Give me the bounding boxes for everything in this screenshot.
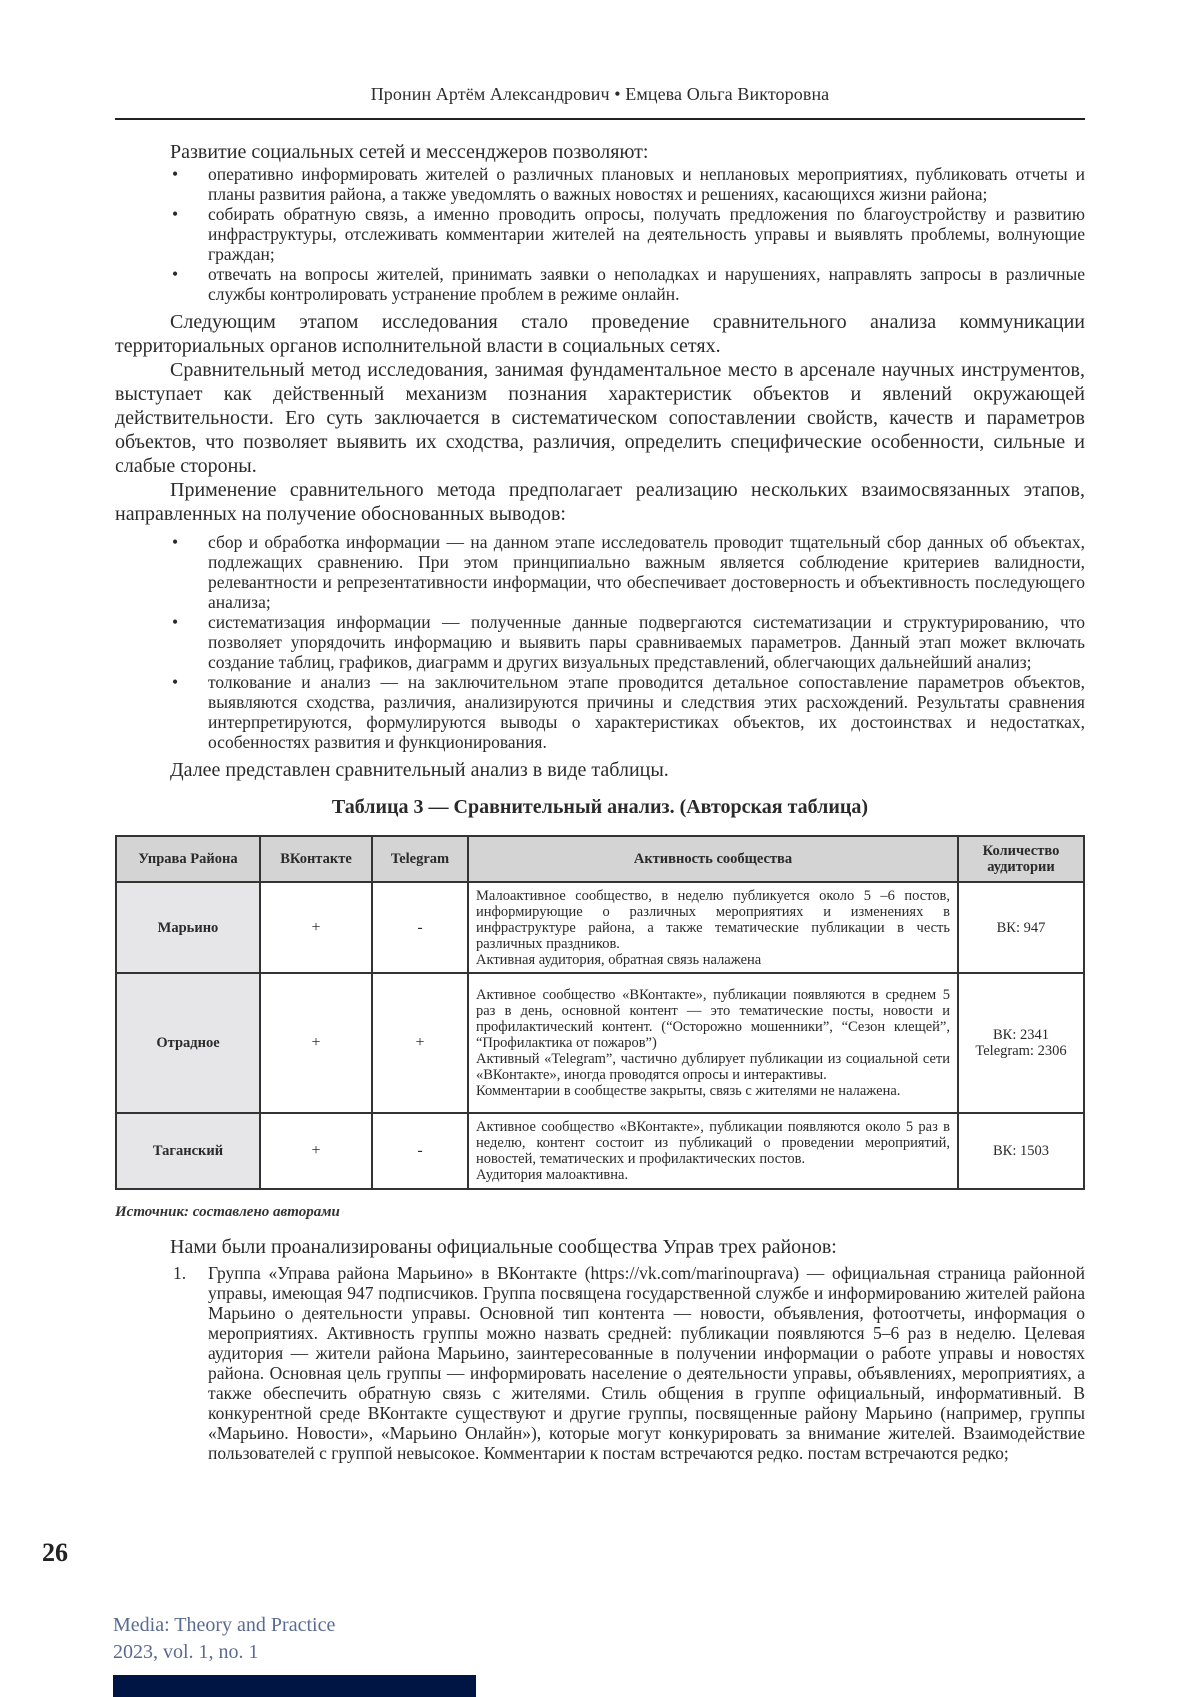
table-row [116,1113,1084,1189]
method-bullet: • систематизация информации — полученные данные подвергаются систематизации и структурированию, что позволяет упорядочить информацию и выявить пары сравниваемых параметров. Данный этап может включать создание таблиц, графиков, диаграмм и других визуальных представлений, облегчающих дальнейший анализ; [172,612,1085,672]
header-audience: Количество аудитории [958,836,1084,882]
page-content [115,140,1085,1463]
journal-issue: 2023, vol. 1, no. 1 [113,1641,259,1663]
audience-cell: ВК: 1503 [958,1113,1084,1189]
activity-cell: Малоактивное сообщество, в неделю публикуется около 5 –6 постов, информирующие о различных мероприятиях и изменениях в инфраструктуре района, а также тематические публикации в честь различных праздников. Активная аудитория, обратная связь налажена [468,882,958,973]
intro-bullet: • отвечать на вопросы жителей, принимать заявки о неполадках и нарушениях, направлять запросы в различные службы контролировать устранение проблем в режиме онлайн. [172,264,1085,304]
item-number: 1. [173,1263,187,1283]
running-head: Пронин Артём Александрович • Емцева Ольга Викторовна [370,84,830,104]
item-text: Группа «Управа района Марьино» в ВКонтакте (https://vk.com/marinouprava) — официальная страница районной управы, имеющая 947 подписчиков. Группа посвящена государственной службе и информированию жителей района Марьино о деятельности управы. Основной тип контента — новости, объявления, фотоотчеты, информация о мероприятиях. Активность группы можно назвать средней: публикации появляются 5–6 раз в неделю. Целевая аудитория — жители района Марьино, заинтересованные в получении информации о работе управы и новостях района. Основная цель группы — информировать население о деятельности управы, объявлениях, мероприятиях, а также обеспечить обратную связь с жителями. Стиль общения в группе официальный, информативный. В конкурентной среде ВКонтакте существуют и другие группы, посвященные району Марьино (например, группы «Марьино. Новости», «Марьино Онлайн»), которые могут конкурировать за внимание жителей. Взаимодействие пользователей с группой невысокое. Комментарии к постам встречаются редко. постам встречаются редко; [208,1263,1085,1463]
method-bullet: • сбор и обработка информации — на данном этапе исследователь проводит тщательный сбор данных об объектах, подлежащих сравнению. При этом принципиально важным является соблюдение критериев валидности, релевантности и репрезентативности информации, что обеспечивает достоверность и объективность последующего анализа; [172,532,1085,612]
intro-bullet-list [115,164,1085,304]
analysis-item [115,1263,1085,1463]
journal-name: Media: Theory and Practice [113,1614,336,1636]
bullet-icon: • [172,264,179,284]
audience-cell: ВК: 2341 Telegram: 2306 [958,973,1084,1113]
paragraph: Следующим этапом исследования стало проведение сравнительного анализа коммуникации территориальных органов исполнительной власти в социальных сетях. [115,311,1085,357]
paragraph: Сравнительный метод исследования, занимая фундаментальное место в арсенале научных инструментов, выступает как действенный механизм познания характеристик объектов и явлений окружающей действительности. Его суть заключается в систематическом сопоставлении свойств, качеств и параметров объектов, что позволяет выявить их сходства, различия, определить специфические особенности, сильные и слабые стороны. [115,359,1085,477]
activity-cell: Активное сообщество «ВКонтакте», публикации появляются около 5 раз в неделю, контент состоит из публикаций о проведении мероприятий, новостей, тематических и профилактических постов. Аудитория малоактивна. [468,1113,958,1189]
vk-mark: + [260,882,372,973]
vk-mark: + [260,973,372,1113]
journal-info [113,1612,335,1666]
activity-cell: Активное сообщество «ВКонтакте», публикации появляются в среднем 5 раз в день, основной контент — это тематические посты, новости и профилактический контент. (“Осторожно мошенники”, “Сезон клещей”, “Профилактика от пожаров”) Активный «Telegram”, частично дублирует публикации из социальной сети «ВКонтакте», иногда проводятся опросы и интерактивы. Комментарии в сообществе закрыты, связь с жителями не налажена. [468,973,958,1113]
bullet-icon: • [172,672,179,692]
method-bullet-list [115,532,1085,752]
intro-bullet: • оперативно информировать жителей о различных плановых и неплановых мероприятиях, публиковать отчеты и планы развития района, а также уведомлять о важных новостях и решениях, касающихся жизни района; [172,164,1085,204]
bullet-icon: • [172,532,179,552]
analysis-lead: Нами были проанализированы официальные сообщества Управ трех районов: [170,1236,837,1258]
telegram-mark: - [372,1113,468,1189]
audience-cell: ВК: 947 [958,882,1084,973]
comparison-table [115,835,1085,1190]
header-district: Управа Района [116,836,260,882]
intro-bullet: • собирать обратную связь, а именно проводить опросы, получать предложения по благоустройству и развитию инфраструктуры, отслеживать комментарии жителей на деятельность управы и выявлять проблемы, волнующие граждан; [172,204,1085,264]
vk-mark: + [260,1113,372,1189]
bullet-icon: • [172,612,179,632]
header-rule [115,118,1085,120]
table-intro: Далее представлен сравнительный анализ в виде таблицы. [170,759,669,781]
bullet-icon: • [172,164,179,184]
table-row [116,882,1084,973]
telegram-mark: + [372,973,468,1113]
header-vk: ВКонтакте [260,836,372,882]
district-cell: Отрадное [116,973,260,1113]
analysis-list [115,1263,1085,1463]
district-cell: Таганский [116,1113,260,1189]
table-row [116,973,1084,1113]
paragraph: Применение сравнительного метода предполагает реализацию нескольких взаимосвязанных этапов, направленных на получение обоснованных выводов: [115,479,1085,525]
district-cell: Марьино [116,882,260,973]
method-bullet: • толкование и анализ — на заключительном этапе проводится детальное сопоставление параметров объектов, выявляются сходства, различия, анализируются причины и следствия этих расхождений. Результаты сравнения интерпретируются, формулируются выводы о характеристиках объектов, их достоинствах и недостатках, особенностях развития и функционирования. [172,672,1085,752]
bullet-icon: • [172,204,179,224]
table-title: Таблица 3 — Сравнительный анализ. (Авторская таблица) [331,796,869,818]
page-number: 26 [42,1538,68,1567]
journal-color-bar [113,1675,476,1697]
header-activity: Активность сообщества [468,836,958,882]
telegram-mark: - [372,882,468,973]
intro-lead: Развитие социальных сетей и мессенджеров позволяют: [170,141,649,163]
table-header-row [116,836,1084,882]
table-source-note: Источник: составлено авторами [115,1204,340,1220]
header-telegram: Telegram [372,836,468,882]
